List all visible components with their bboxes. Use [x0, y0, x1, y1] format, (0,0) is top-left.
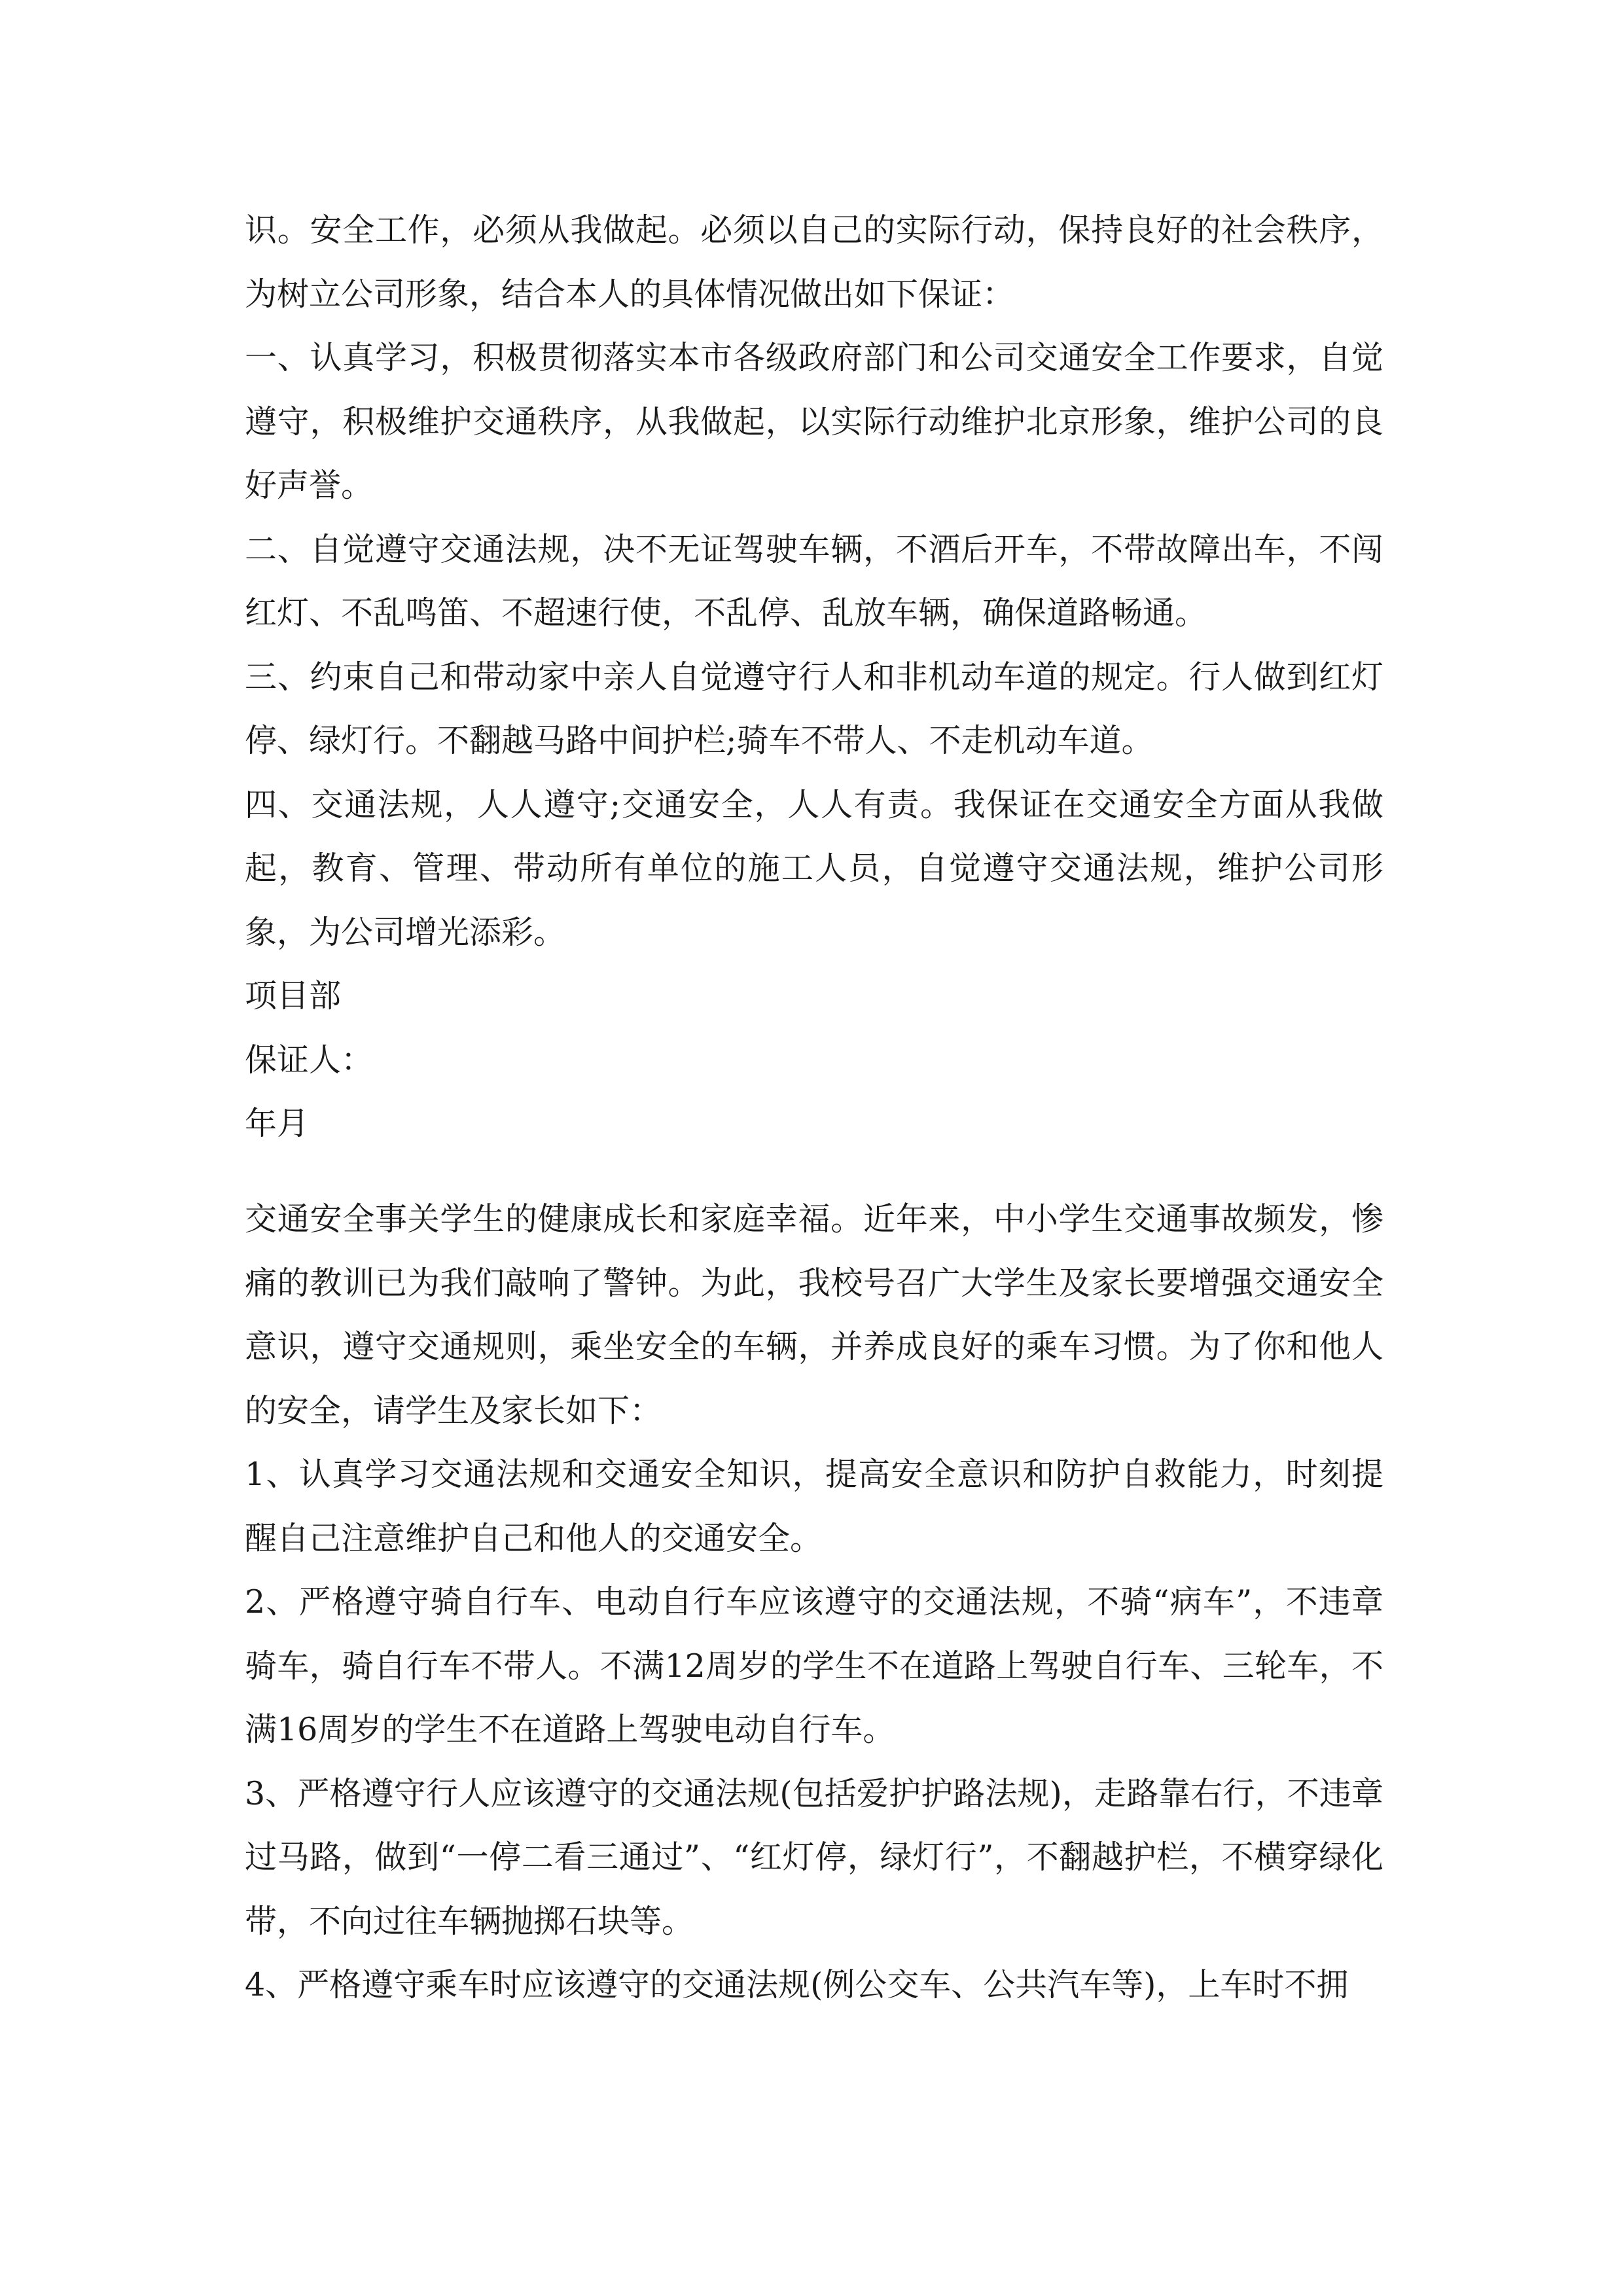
- paragraph-intro: 识。安全工作，必须从我做起。必须以自己的实际行动，保持良好的社会秩序，为树立公司形象，结合本人的具体情况做出如下保证：: [245, 211, 1383, 313]
- signature-department: 项目部: [245, 977, 342, 1014]
- paragraph-item-1: 一、认真学习，积极贯彻落实本市各级政府部门和公司交通安全工作要求，自觉遵守，积极维护交通秩序，从我做起，以实际行动维护北京形象，维护公司的良好声誉。: [245, 339, 1383, 504]
- guarantee-section: [245, 198, 1383, 1156]
- paragraph-item-2: 二、自觉遵守交通法规，决不无证驾驶车辆，不酒后开车，不带故障出车，不闯红灯、不乱鸣笛、不超速行使，不乱停、乱放车辆，确保道路畅通。: [245, 530, 1383, 632]
- paragraph-notice-item-4: 4、严格遵守乘车时应该遵守的交通法规(例公交车、公共汽车等)，上车时不拥: [245, 1966, 1349, 2003]
- signature-guarantor: 保证人：: [245, 1041, 374, 1079]
- paragraph-notice-item-1: 1、认真学习交通法规和交通安全知识，提高安全意识和防护自救能力，时刻提醒自己注意维护自己和他人的交通安全。: [245, 1456, 1383, 1557]
- paragraph-item-3: 三、约束自己和带动家中亲人自觉遵守行人和非机动车道的规定。行人做到红灯停、绿灯行。不翻越马路中间护栏;骑车不带人、不走机动车道。: [245, 658, 1383, 759]
- paragraph-notice-item-3: 3、严格遵守行人应该遵守的交通法规(包括爱护护路法规)，走路靠右行，不违章过马路，做到“一停二看三通过”、“红灯停，绿灯行”，不翻越护栏，不横穿绿化带，不向过往车辆抛掷石块等。: [245, 1774, 1383, 1940]
- school-notice-section: [245, 1187, 1383, 2017]
- paragraph-notice-item-2: 2、严格遵守骑自行车、电动自行车应该遵守的交通法规，不骑“病车”，不违章骑车，骑自行车不带人。不满12周岁的学生不在道路上驾驶自行车、三轮车，不满16周岁的学生不在道路上驾驶电动自行车。: [245, 1583, 1383, 1748]
- paragraph-notice-intro: 交通安全事关学生的健康成长和家庭幸福。近年来，中小学生交通事故频发，惨痛的教训已为我们敲响了警钟。为此，我校号召广大学生及家长要增强交通安全意识，遵守交通规则，乘坐安全的车辆，并养成良好的乘车习惯。为了你和他人的安全，请学生及家长如下：: [245, 1200, 1383, 1429]
- paragraph-item-4: 四、交通法规，人人遵守;交通安全，人人有责。我保证在交通安全方面从我做起，教育、管理、带动所有单位的施工人员，自觉遵守交通法规，维护公司形象，为公司增光添彩。: [245, 785, 1383, 951]
- signature-date: 年月: [245, 1105, 310, 1142]
